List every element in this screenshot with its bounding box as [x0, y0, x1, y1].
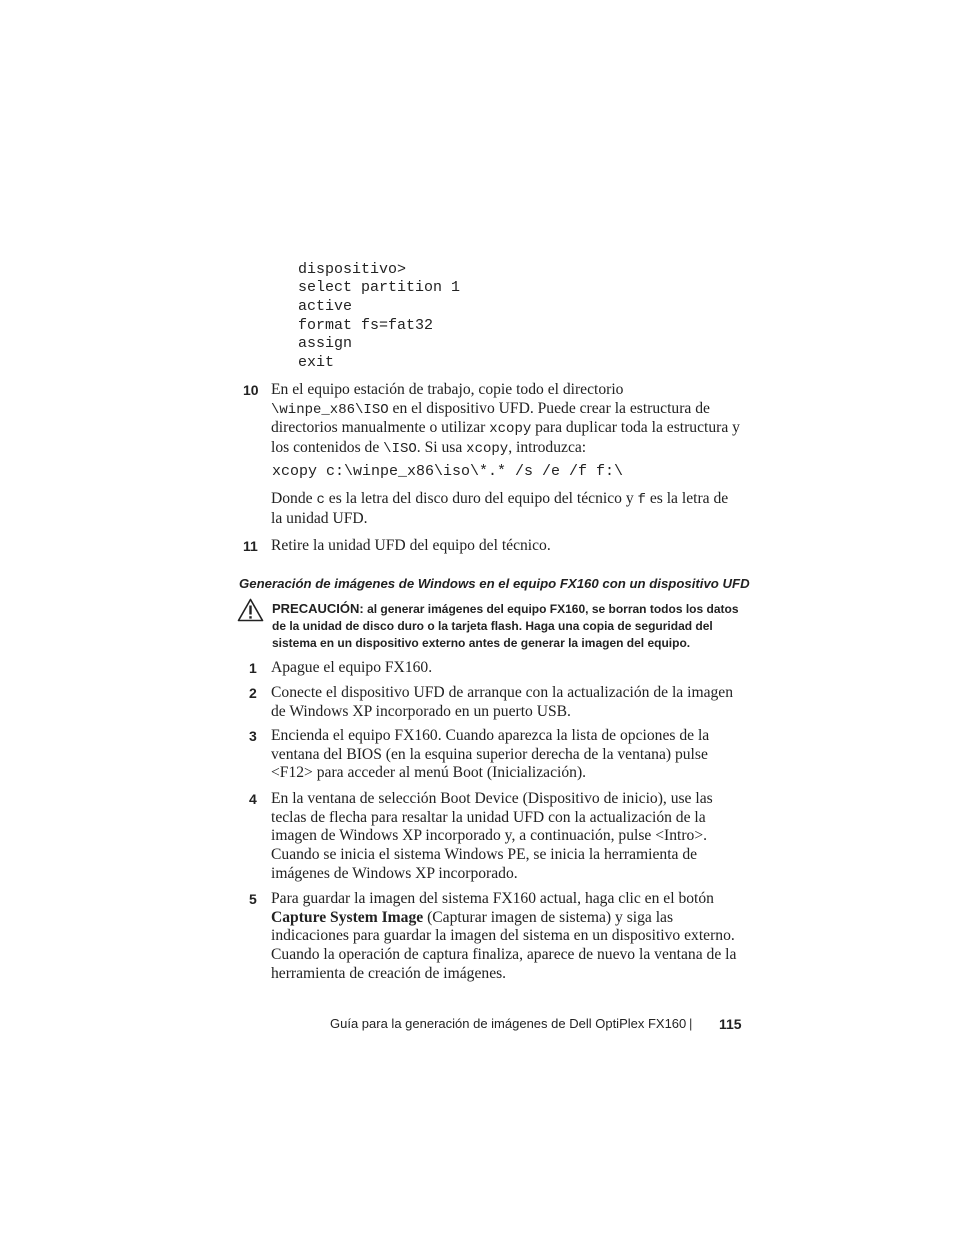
step-number: 1 [249, 660, 257, 676]
step-number: 10 [243, 382, 259, 398]
step-number: 5 [249, 891, 257, 907]
step-10-note: Donde c es la letra del disco duro del equipo del técnico y f es la letra de la unidad UFD. [271, 490, 729, 527]
step-text: En la ventana de selección Boot Device (Dispositivo de inicio), use las teclas de flecha para resaltar la unidad UFD con la actualización de la imagen de Windows XP incorporado y, a continuación, pulse <Intro>. Cuando se inicia el sistema Windows PE, se inicia la herramienta de imágenes de Windows XP incorporado. [271, 790, 713, 882]
code-line: assign [298, 335, 353, 352]
footer-title: Guía para la generación de imágenes de Dell OptiPlex FX160 [330, 1016, 687, 1031]
step-text: Conecte el dispositivo UFD de arranque con la actualización de la imagen de Windows XP incorporado en un puerto USB. [271, 684, 734, 720]
code-line: select partition 1 [298, 279, 461, 296]
step-11-text: Retire la unidad UFD del equipo del técnico. [271, 537, 551, 554]
step-number: 2 [249, 685, 257, 701]
warning-triangle-icon [237, 598, 264, 622]
step-number: 4 [249, 791, 257, 807]
step-text: Apague el equipo FX160. [271, 659, 433, 676]
caution-note: PRECAUCIÓN: al generar imágenes del equipo FX160, se borran todos los datos de la unidad de disco duro o la tarjeta flash. Haga una copia de seguridad del sistema en un dispositivo externo antes de generar la imagen del equipo. [272, 601, 739, 650]
footer-separator: | [689, 1016, 693, 1031]
code-line: format fs=fat32 [298, 317, 434, 334]
step-text: Encienda el equipo FX160. Cuando aparezca la lista de opciones de la ventana del BIOS (en la esquina superior derecha de la ventana) pulse <F12> para acceder al menú Boot (Inicialización). [271, 727, 710, 782]
step-10-text: En el equipo estación de trabajo, copie todo el directorio \winpe_x86\ISO en el dispositivo UFD. Puede crear la estructura de directorios manualmente o utilizar xcopy para duplicar toda la estructura y los contenidos de \ISO. Si usa xcopy, introduzca: [271, 381, 740, 458]
step-text: Para guardar la imagen del sistema FX160 actual, haga clic en el botón Capture System Image (Capturar imagen de sistema) y siga las indicaciones para guardar la imagen del sistema en un dispositivo externo. Cuando la operación de captura finaliza, aparece de nuevo la ventana de la herramienta de creación de imágenes. [271, 890, 737, 982]
section-heading: Generación de imágenes de Windows en el equipo FX160 con un dispositivo UFD [239, 576, 750, 591]
code-line: exit [298, 354, 335, 371]
step-number: 3 [249, 728, 257, 744]
step-number: 11 [243, 538, 258, 554]
code-line: dispositivo> [298, 261, 407, 278]
xcopy-command: xcopy c:\winpe_x86\iso\*.* /s /e /f f:\ [272, 463, 624, 480]
page-number: 115 [719, 1016, 742, 1032]
code-line: active [298, 298, 353, 315]
